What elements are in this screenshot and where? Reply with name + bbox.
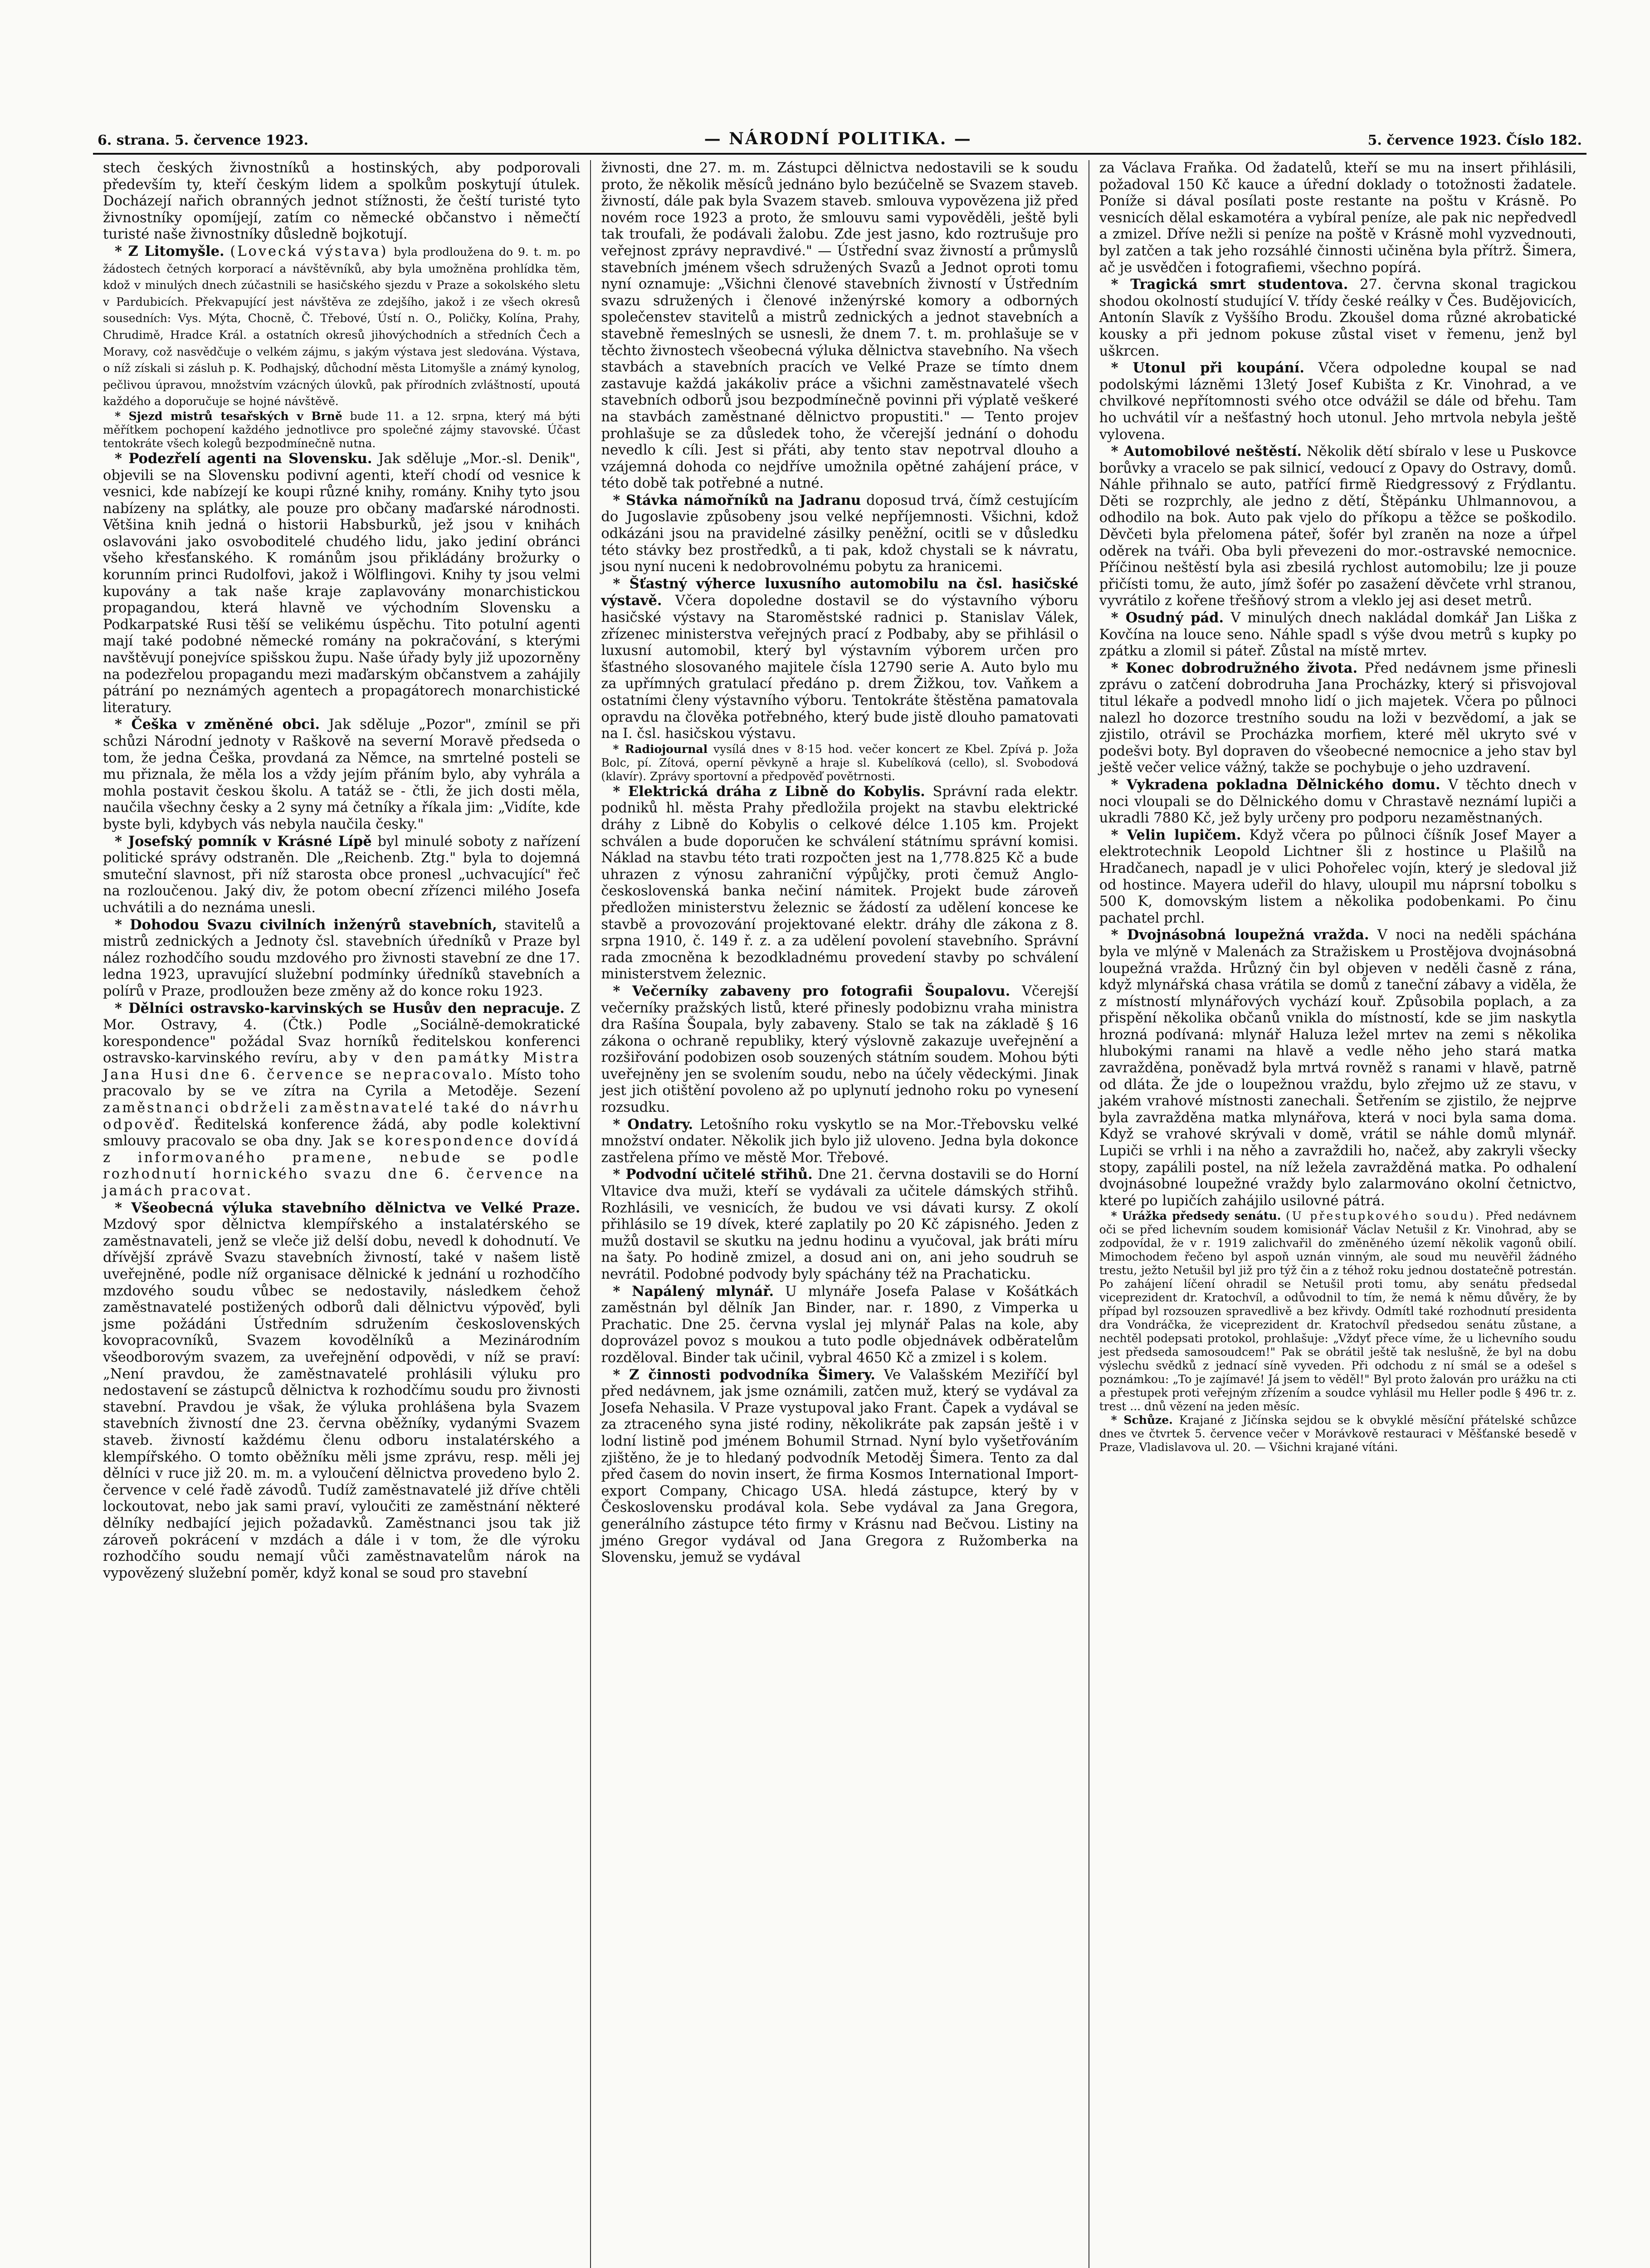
- article-paragraph: [103, 833, 580, 917]
- article-paragraph: [103, 243, 580, 410]
- article-paragraph: [103, 410, 580, 450]
- header-right: 5. července 1923. Číslo 182.: [1367, 132, 1582, 148]
- article-headline: * Sjezd mistrů tesařských v Brně: [115, 409, 342, 423]
- article-body: 27. června skonal tragickou shodou okolností studující V. třídy české reálky v Čes. Budějovicích, Antonín Slavík z Vyššího Brodu. Zkoušel doma různé akrobatické kousky a při jednom pokuse zůstal viset v řemenu, jenž byl uškrcen.: [1099, 277, 1577, 359]
- article-headline: * Podvodní učitelé střihů.: [613, 1166, 813, 1183]
- article-headline: * Vykradena pokladna Dělnického domu.: [1111, 776, 1440, 793]
- article-headline: * Dohodou Svazu civilních inženýrů stavebních,: [115, 916, 497, 933]
- article-paragraph: [601, 743, 1078, 783]
- article-headline: * Podezřelí agenti na Slovensku.: [115, 450, 372, 467]
- article-headline: * Konec dobrodružného života.: [1111, 660, 1358, 676]
- article-headline: * Z Litomyšle.: [115, 243, 225, 259]
- article-headline: * Večerníky zabaveny pro fotografii Šoupalovu.: [613, 982, 1011, 999]
- column-2: [590, 160, 1088, 2268]
- article-headline: * Tragická smrt studentova.: [1111, 276, 1348, 293]
- article-paragraph: za Václava Fraňka. Od žadatelů, kteří se mu na insert přihlásili, požadoval 150 Kč kauce a úřední doklady o totožnosti žadatele. Poníže si dával posílati poste restante na poštu v Krásně. Po vesnicích dělal eskamotéra a vybíral peníze, ale pak nic nepředvedl a zmizel. Dříve nežli si peníze na poště v Krásně mohl vyzvednouti, byl zatčen a tak jeho rozsáhlé činnosti učiněna byla přítrž. Šimera, ač je usvědčen i fotografiemi, všechno popírá.: [1099, 160, 1577, 276]
- article-spaced-text: se korespondence dovídá z informovaného pramene, nebude se podle rozhodnutí hornického svazu dne 6. července na jamách pracovat.: [103, 1133, 581, 1199]
- article-body: stavitelů a mistrů zednických a Jednoty čsl. stavebních úředníků v Praze byl nález rozhodčího soudu mzdového pro živnosti stavební ze dne 17. ledna 1923, upravující služební podmínky úředníků stavebních a polírů v Praze, prodloužen beze změny až do konce roku 1923.: [103, 917, 581, 999]
- article-paragraph: [601, 1367, 1078, 1566]
- article-headline: * Napálený mlynář.: [613, 1283, 774, 1300]
- article-paragraph: [601, 492, 1078, 576]
- article-headline: * Šťastný výherce luxusního automobilu na čsl. hasičské výstavě.: [601, 575, 1079, 609]
- article-body: U mlynáře Josefa Palase v Košátkách zaměstnán byl dělník Jan Binder, nar. r. 1890, z Vimperka u Prachatic. Dne 25. června vyslal jej mlynář Palas na kole, aby doprovázel povoz s moukou a tuto podle objednávek odběratelům rozdělоval. Binder tak učinil, vybral 4650 Kč a zmizel i s kolem.: [601, 1283, 1079, 1366]
- article-paragraph: [103, 1200, 580, 1582]
- article-body: Před nedávnem oči se před lichevním soudem komisionář Václav Netušil z Kr. Vinohrad, aby se zodpovídal, že v r. 1919 zalichvařil do změněného území několik vagonů obilí. Mimochodem řečeno byl aspoň uznán vinným, ale soud mu neuvěřil žádného trestu, ježto Netušil byl již pro týž čin a z téhož roku jednou dostatečně potrestán. Po zahájení líčení ohradil se Netušil proti tomu, aby senátu předsedal viceprezident dr. Kratochvíl, a odůvodnil to tím, že nemá k němu důvěry, že by případ byl rozsouzen spravedlivě a bez křivdy. Odmítl také rozhodnutí presidenta dra Vondráčka, že viceprezident dr. Kratochvíl předsedou senátu zůstane, a nechtěl podepsati protokol, prohlašuje: „Vždyť přece víme, že u lichevního soudu jest předseda samosoudcem!" Pak se obrátil ještě tak neslušně, že byl na dobu výslechu svědků z jednací síně vyveden. Při odchodu z ní smál se a odešel s poznámkou: „To je zajímavé! Já jsem to věděl!" Byl proto žalován pro urážku na cti a přestupek proti veřejným zřízením a soudce vyhlásil mu Heller podle § 496 tr. z. trest ... dnů vězení na jeden měsíc.: [1099, 1209, 1577, 1413]
- article-body: Letošního roku vyskytlo se na Mor.-Třebovsku velké množství ondater. Několik jich bylo již ulovenо. Jedna byla dokonce zastřelena přímo ve městě Mor. Třebové.: [601, 1116, 1079, 1166]
- article-paragraph: [601, 576, 1078, 743]
- article-headline: * Dělníci ostravsko-karvinských se Husův den nepracuje.: [115, 1000, 565, 1017]
- article-spaced-text: (U přestupkového soudu).: [1285, 1209, 1481, 1223]
- article-paragraph: [1099, 660, 1577, 777]
- article-headline: * Urážka předsedy senátu.: [1111, 1209, 1281, 1223]
- article-paragraph: [601, 1283, 1078, 1367]
- article-body: V minulých dnech nakládal domkář Jan Liška z Kovčína na louce seno. Náhle spadl s výše dvou metrů s kupky po zpátku a zlomil si páteř. Zůstal na místě mrtev.: [1099, 610, 1577, 660]
- article-body: Ředitelská konference žádá, aby podle kolektivní smlouvy pracovalo se oba dny. Jak: [103, 1116, 581, 1149]
- article-paragraph: [1099, 777, 1577, 827]
- article-body: Dne 21. června dostavili se do Horní Vltavice dva muži, kteří se vydávali za učitele dámských střihů. Rozhlásili, ve vesnicích, že budou ve vsi dávati kursy. Z okolí přihlásilo se 19 dívek, které zaplatily po 20 Kč zápisného. Jeden z mužů dostavil se skutku na jednu hodinu a vyučoval, jak bráti míru na šaty. Po hodině zmizel, a dosud ani on, ani jeho soudruh se nevrátil. Podobné podvody byly spáchány též na Prachaticku.: [601, 1167, 1079, 1282]
- article-paragraph: [1099, 1209, 1577, 1413]
- article-body: Ve Valašském Meziříčí byl před nedávnem, jak jsme oznámili, zatčen muž, který se vydával za Josefa Nehasila. V Praze vystupoval jako Frant. Čapek a vydával se za ztraceného syna jisté rodiny, několikráte pak zapsán ještě i v lodní listině pod jménem Bohumil Strnad. Nyní bylo vyšetřováním zjištěno, že je to hledaný podvodník Metoděj Šimera. Tento za dal před časem do novin insert, že firma Kosmos International Import-export Company, Chicago USA. hledá zástupce, který by v Československu prodával kola. Sebe vydával za Jana Gregora, generálního zástupce této firmy v Krásnu nad Bečvou. Listiny na jméno Gregor vydával od Jana Gregora z Ružomberka na Slovensku, jemuž se vydával: [601, 1367, 1079, 1566]
- article-paragraph: [103, 716, 580, 833]
- article-headline: * Češka v změněné obci.: [115, 716, 320, 733]
- article-headline: * Radiojournal: [613, 742, 708, 756]
- article-headline: * Utonul při koupání.: [1111, 360, 1304, 376]
- article-body: bylа prodloužena do 9. t. m. po žádostech četných korporací a návštěvníků, aby byla umožněna prohlídka těm, kdož v minulých dnech zúčastnili se hasičského sjezdu v Praze a sokolského sletu v Pardubicích. Překvapující jest návštěva ze zdejšího, jakož i ze všech okresů sousedních: Vys. Mýta, Chocně, Č. Třebové, Ústí n. O., Poličky, Kolína, Prahy, Chrudimě, Hradce Král. a ostatních okresů jihovýchodních a středních Čech a Moravy, což nasvědčuje o velkém zájmu, s jakým výstava jest sledována. Výstava, o níž získali si zásluh p. K. Podhajský, důchodní města Litomyšle a známý kynolog, pečlivou úpravou, množstvím vzácných úlovků, pak přírodních zvláštností, upoutá každého a doporučuje se hojné návštěvě.: [103, 245, 581, 408]
- article-body: doposud trvá, čímž cestujícím do Jugoslavie způsobeny jsou velké nepříjemnosti. Všichni, kdož odkázáni jsou na pravidelné zásilky peněžní, ocitli se v důsledku této stávky bez prostředků, a ti pak, kdož chystali se k návratu, jsou nyní nuceni k nedobrovolnému pobytu za hranicemi.: [601, 492, 1079, 575]
- article-paragraph: [103, 917, 580, 1000]
- article-body: Včera odpoledne koupal se nad podolskými lázněmi 13letý Josef Kubišta z Kr. Vinohrad, a ve chvilkové nepřítomnosti svého otce odvážil se dále od břehu. Tam ho uchvátil vír a nešťastný hoch utonul. Jeho mrtvola nebyla ještě vylovena.: [1099, 360, 1577, 443]
- article-headline: * Velin lupičem.: [1111, 826, 1241, 843]
- article-body: Mzdový spor dělnictva klempířského a instalatérského se zaměstnavateli, jenž se vleče již delší dobu, nevedl k dohodnutí. Ve dřívější zprávě Svazu stavebních živností, také v našem listě uveřejněné, podle níž organisace dělnické k jednání u rozhodčího mzdového soudu vůbec se nedostavily, následkem čehož zaměstnavatelé postižených odborů dali dělnictvu výpověď, byli jsme požádáni Ústředním sdružením československých kovopracovníků, Svazem kovodělníků a Mezinárodním všeodborovým svazem, za uveřejnění odpovědi, v níž se praví: „Není pravdou, že zaměstnavatelé prohlásili výluku pro nedostavení se zástupců dělnictva k rozhodčímu soudu pro živnosti stavební. Pravdou je však, že výluka prohlášena byla Svazem stavebních živností dne 23. června oběžníky, vydanými Svazem staveb. živností každému členu odboru instalatérského a klempířského. O tomto oběžníku měli jsme zprávu, resp. měli jej dělníci v ruce již 20. m. m. a vyloučení dělnictva provedeno bylo 2. července v celé řadě závodů. Tudíž zaměstnavatelé již dříve chtěli lockoutovat, nebo jak sami praví, vyloučiti ze zaměstnání některé dělníky nedbající jejich požadavků. Zaměstnanci jsou tak již zároveň pokrácení v mzdách a dále i v tom, že dle výroku rozhodčího soudu nemají vůči zaměstnavatelům nárok na vypovězený služební poměr, když konal se soud pro stavební: [103, 1217, 581, 1581]
- article-headline: * Ondatry.: [613, 1116, 693, 1133]
- article-paragraph: [1099, 827, 1577, 927]
- article-paragraph: stech českých živnostníků a hostinských, aby podporovali především ty, kteří českým lidem a spolkům poskytují útulek. Docházejí nařich obranných jednot stížnosti, že čeští turisté tyto živnostníky opomíjejí, zatím co německé občanstvo i němečtí turisté naše živnostníky důsledně bojkotují.: [103, 160, 581, 243]
- article-headline: * Schůze.: [1111, 1413, 1173, 1427]
- article-body: Včera dopoledne dostavil se do výstavního výboru hasičské výstavy na Staroměstské radnici p. Stanislav Válek, zřízenec ministerstva veřejných prací z Podbaby, aby se přihlásil o luxusní automobil, který byl výstavním výborem určen pro šťastného slosovaného majitele čísla 12790 serie A. Auto bylo mu za upřímných gratulací předáno p. drem Žižkou, tov. Vaňkem a ostatními členy výstavního výboru. Tentokráte štěstěna pamatovala opravdu na člověka potřebného, který bude jistě dlouho pamatovati na I. čsl. hasičskou výstavu.: [601, 593, 1079, 742]
- article-body: Z Mor. Ostravy, 4. (Čtk.) Podle „Sociálně-demokratické korespondence" požádal Svaz horníků ředitelskou konferenci ostravsko-karvinského revíru,: [103, 1000, 581, 1066]
- article-headline: * Dvojnásobná loupežná vražda.: [1111, 927, 1369, 943]
- column-3: [1089, 160, 1587, 2268]
- page-header: [93, 129, 1587, 155]
- article-body: Včerejší večerníky pražských listů, které přinesly podobiznu vraha ministra dra Rašína Šoupala, byly zabaveny. Stalo se tak na základě § 16 zákona o ochraně republiky, který výslovně zakazuje uveřejnění a rozšiřování podobizen osob souzených státním soudem. Mohou býti uveřejněny jen se svolením soudu, nebo na účely vědeckými. Jinak jest jich otištění povoleno až po uplynutí jednoho roku po vynesení rozsudku.: [601, 983, 1079, 1116]
- article-body: Několik dětí sbíralo v lese u Puskovce borůvky a vracelo se pak silnicí, vedoucí z Opavy do Ostravy, domů. Náhle přihnalo se auto, patřící firmě Riedgressový z Frýdlantu. Děti se rozprchly, ale jedno z dětí, Štěpánku Uhlmannovou, a odhodilo na bok. Auto pak vjelo do příkopu a těžce se poškodilo. Děvčeti byla přelomena páteř, šofér byl zraněn na noze a úřpel oděrek na tváři. Oba byli převezeni do mor.-ostravské nemocnice. Příčinou neštěstí byla asi zbesilá rychlost automobilu; lze ji pouze přičísti tomu, že auto, jímž šofér po zasažení děvčete vrhl stranou, vyvrátilo z kořene třešňový strom a vleklo jej asi deset metrů.: [1099, 444, 1577, 609]
- article-body: Jak sděluje „Mor.-sl. Denik", objevili se na Slovensku podivní agenti, kteří chodí od vesnice k vesnici, kde nabízejí ke koupi různé knihy, romány. Knihy tyto jsou nabízeny na splátky, ale pouze pro občany maďarské národnosti. Většina knih jedná o historii Habsburků, jež jsou v knihách oslavováni jako osvoboditelé chudého lidu, jako jediní obránci všeho křesťanského. K románům jsou přikládány brožurky o korunním princi Rudolfovi, jakož i Wölflingovi. Knihy ty jsou velmi kupovány a tak naše kraje zaplavovány monarchistickou propagandou, která hlavně ve východním Slovensku a Podkarpatské Rusi těší se velikému úspěchu. Tito potulní agenti mají také podobné německé romány na pokračování, s kterými navštěvují ponejvíce spišskou župu. Naše úřady byly již upozorněny na podezřelou propagandu mezi maďarským občanstvem a zahájily pátrání po neznámých agentech a propagátorech monarchistické literatury.: [103, 450, 581, 716]
- article-body: V noci na neděli spáchána byla ve mlýně v Malenách za Stražiskem u Prostějova dvojnásobná loupežná vražda. Hrůzný čin byl objeven v neděli časně z rána, když mlynářská chasa vrátila se domů z taneční zábavy a viděla, že z místností mlynářových vychází kouř. Způsobila poplach, a za přispění několika občanů vnikla do místností, kde se jim naskytla hrozná podívaná: mlynář Haluza ležel mrtev na zemi s několika hlubokými ranami na hlavě a vedle něho jeho stará matka zavražděna, poněvadž byla mrtvá rovněž s ranami v hlavě, patrně od dláta. Že jde o loupežnou vraždu, bylo zřejmo už ze stavu, v jakém vrahové místnosti zanechali. Šetřením se zjistilo, že nejprve byla zavražděna matka mlynářova, která v noci byla sama doma. Když se vrahové skrývali v domě, vrátil se náhle domů mlynář. Lupiči se vrhli i na něho a zavraždili ho, načež, aby zakryli všecky stopy, zapálili postel, na níž ležela zavražděná matka. Po odhalení dvojnásobné loupežné vraždy bylo zalarmováno okolní četnictvo, které po lupičích zahájilo usilovné pátrá.: [1099, 927, 1577, 1209]
- article-paragraph: [103, 450, 580, 717]
- article-paragraph: [601, 1116, 1078, 1167]
- article-headline: * Z činnosti podvodníka Šimery.: [613, 1366, 875, 1383]
- article-columns: [93, 160, 1587, 2268]
- article-paragraph: [601, 783, 1078, 983]
- article-headline: * Osudný pád.: [1111, 610, 1224, 626]
- article-body: V těchto dnech v noci vloupali se do Dělnického domu v Chrastavě neznámí lupiči a ukradli 7880 Kč, jež byly určeny pro podporu nezaměstnaných.: [1099, 777, 1577, 826]
- article-body: vysílá dnes v 8·15 hod. večer koncert ze Kbel. Zpívá p. Joža Bolc, pí. Zítová, operní pěvkyně a hraje sl. Kubelíková (cello), sl. Svobodová (klavír). Zprávy sportovní a předpověď povětrnosti.: [601, 742, 1079, 783]
- article-paragraph: [1099, 1413, 1577, 1454]
- article-paragraph: [601, 983, 1078, 1116]
- article-headline: * Všeobecná výluka stavebního dělnictva ve Velké Praze.: [115, 1199, 581, 1216]
- article-spaced-text: zaměstnanci obdrželi zaměstnavatelé také do návrhu odpověď.: [103, 1100, 581, 1133]
- article-spaced-text: aby v den památky Mistra Jana Husi dne 6. července se nepracovalo.: [103, 1050, 581, 1083]
- column-1: [93, 160, 590, 2268]
- article-headline: * Josefský pomník v Krásné Lípě: [115, 833, 372, 850]
- article-body: Jak sděluje „Pozor", zmínil se při schůzi Národní jednoty v Raškově na severní Moravě předseda o tom, že jedna Češka, provdaná za Němce, na smrtelné posteli se mu přiznala, že měla los a vždy jejím přáním bylo, aby vyhrála a mohla postavit českou školu. A tatáž se - čtli, že jich dosti měla, naučila všechny česky a 2 syny má četníky a říkala jim: „Vidíte, kde byste byli, kdybych vás nebyla naučila česky.": [103, 717, 581, 832]
- article-paragraph: živnosti, dne 27. m. m. Zástupci dělnictva nedostavili se k soudu proto, že několik měsíců jednáno bylo bezúčelně se Svazem staveb. živností, dále pak byla Svazem staveb. smlouva vypovězena již před novém roce 1923 a proto, že smlouvu sami vypověděli, ještě byli tak troufali, že podávali žalobu. Zde jest jasno, kdo roztrušuje pro veřejnost zprávy nepravdivé." — Ústřední svaz živností a průmyslů stavebních jménem všech sdružených Svazů a Jednot oproti tomu nyní oznamuje: „Všichni členové stavebních živností v Ústředním svazu sdružených i členové inženýrské komory a odborných společenstev stavitelů a mistrů zednických a jednot stavebních a stavebně řemeslných se usnesli, že dnem 7. t. m. prohlašuje se v těchto živnostech všeobecná výluka dělnictva stavebního. Na všech stavbách a stavebních pracích ve Velké Praze se tímto dnem zastavuje každá jakákoliv práce a všichni zaměstnavatelé všech stavebních odborů jsou bezpodmínečně povinni při výplatě veškeré na stavbách zaměstnané dělnictvo propustiti." — Tento projev prohlašuje se za důsledek toho, že včerejší jednání o dohodu nevedlo k cíli. Jest si přáti, aby tento stav nepotrval dlouho a vzájemná dohoda co nejdříve umožnila opětné zahájení práce, v této době tak potřebné a nutné.: [601, 160, 1079, 492]
- article-body: bude 11. a 12. srpna, který má býti měřítkem pochopení každého jednotlivce pro společné zájmy stavovské. Účast tentokráte všech kolegů bezpodmínečně nutna.: [103, 409, 581, 450]
- article-headline: * Stávka námořníků na Jadranu: [613, 492, 861, 508]
- article-paragraph: [103, 1000, 580, 1200]
- newspaper-title: — NÁRODNÍ POLITIKA. —: [704, 129, 972, 148]
- article-body: Krajané z Jičínska sejdou se k obvyklé měsíční přátelské schůzce dnes ve čtvrtek 5. července večer v Morávkově restauraci v Měšťanské besedě v Praze, Vladislavova ul. 20. — Všichni krajané vítáni.: [1099, 1413, 1577, 1454]
- article-paragraph: [1099, 443, 1577, 610]
- article-paragraph: [1099, 610, 1577, 660]
- article-headline: * Elektrická dráha z Libně do Kobylis.: [613, 783, 925, 800]
- article-paragraph: [1099, 360, 1577, 443]
- header-left: 6. strana. 5. července 1923.: [98, 132, 308, 148]
- article-headline: * Automobilové neštěstí.: [1111, 443, 1302, 460]
- article-paragraph: [1099, 927, 1577, 1209]
- article-paragraph: [601, 1166, 1078, 1283]
- article-body: Když včera po půlnoci číšník Josef Mayer a elektrotechnik Leopold Lichtner šli z hostince u Plašilů na Hradčanech, napadl je v ulici Pohořelec vojín, který je sledoval již od hostince. Mayera udeřil do hlavy, uloupil mu náprsní tobolku s 500 K, domovským listem a několika podobenkami. Po činu pachatel prchl.: [1099, 827, 1577, 926]
- article-body: Správní rada elektr. podniků hl. města Prahy předložila projekt na stavbu elektrické dráhy z Libně do Kobylis o celkové délce 1.105 km. Projekt schválen a bude doporučen ke schválení státnímu správní komisi. Náklad na stavbu této trati rozpočten jest na 1,778.825 Kč a bude uhrazen z výnosu zahraniční výpůjčky, proti čemuž Anglo-československá banka nečiní námitek. Projekt bude zároveň předložen ministerstvu železnic se žádostí za udělení koncese ke stavbě a provozování projektované elektr. dráhy dle zákona z 8. srpna 1910, č. 149 ř. z. a za udělení povolení stavebního. Správní rada zmocněna k bezodkladnému provedení stavby po schválení ministerstvem železnic.: [601, 783, 1079, 982]
- article-body: Před nedávnem jsme přinesli zprávu o zatčení dobrodruha Jana Procházky, který si přisvojoval titul lékaře a podvedl mnoho lidí o jich majetek. Včera po půlnoci nalezl ho dozorce trestního soudu na loži v bezvědomí, a jak se zjistilo, otrávil se Procházka morfiem, které měl ukryto své v podešvi boty. Byl dopraven do všeobecné nemocnice a jeho stav byl ještě večer velice vážný, takže se pochybuje o jeho uzdravení.: [1099, 660, 1577, 776]
- article-body: Místo toho pracovalo by se ve zítra na Cyrila a Metoděje. Sezení: [103, 1066, 581, 1100]
- article-paragraph: [1099, 276, 1577, 360]
- article-spaced-text: (Lovecká výstava): [230, 243, 388, 259]
- article-body: byl minulé soboty z nařízení politické správy odstraněn. Dle „Reichenb. Ztg." byla to dojemná smuteční slavnost, při níž starosta obce pronesl „uchvacující" řeč na rozloučenou. Jaký div, že potom obecní zřízenci milého Josefa uchvátili a do neznáma unesli.: [103, 833, 581, 916]
